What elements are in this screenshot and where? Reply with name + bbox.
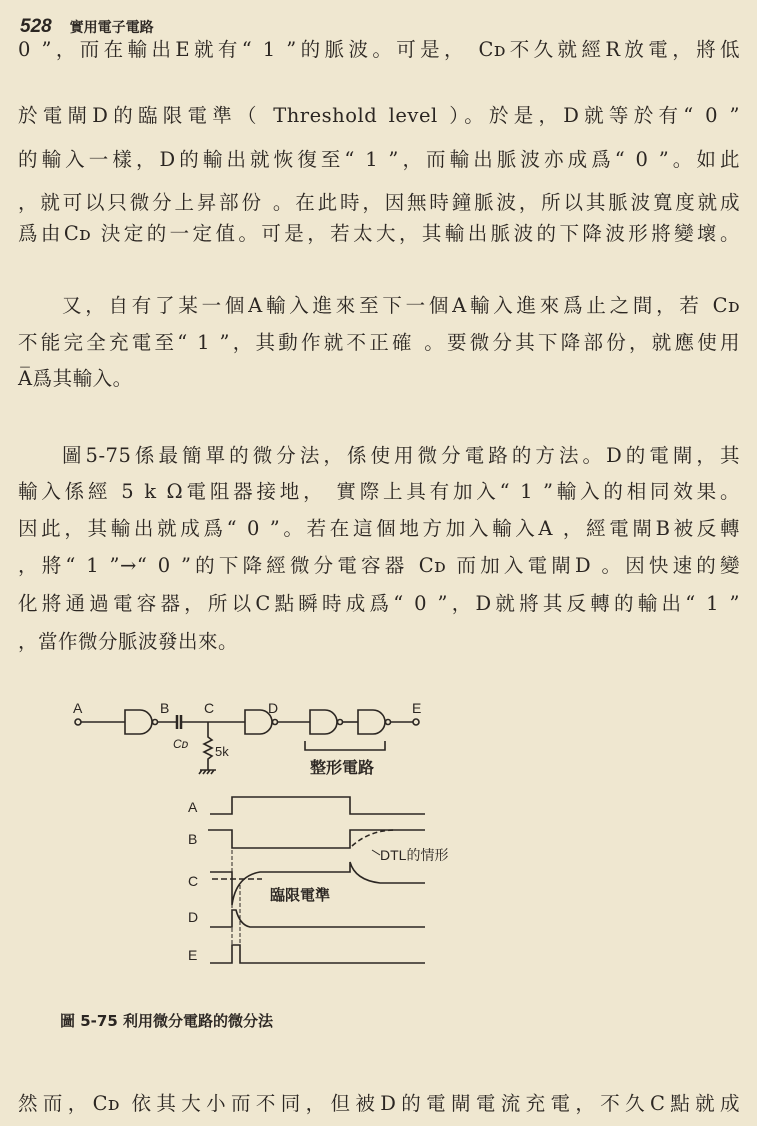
text-line: 爲由Cᴅ 決定的一定值。可是，若太大，其輸出脈波的下降波形將變壞。 [18, 222, 740, 245]
shaping-circuit-label: 整形電路 [310, 760, 375, 777]
node-label-c: C [204, 700, 215, 716]
text-line: ，就可以只微分上昇部份 。在此時，因無時鐘脈波，所以其脈波寬度就成 [18, 191, 740, 214]
dtl-label: DTL的情形 [380, 847, 449, 863]
waveform-b [208, 830, 425, 848]
threshold-label: 臨限電準 [270, 887, 331, 904]
text-line: 然而，Cᴅ 依其大小而不同，但被D的電閘電流充電，不久C點就成 [18, 1092, 740, 1115]
node-label-b: B [160, 700, 170, 716]
node-label-a: A [73, 700, 83, 716]
waveform-d [210, 910, 425, 927]
text-line: ，將“ 1 ”→“ 0 ”的下降經微分電容器 Cᴅ 而加入電閘D 。因快速的變 [18, 554, 740, 577]
nand-gate-b [125, 710, 152, 734]
timing-label-a: A [188, 799, 198, 815]
waveform-a [210, 797, 425, 814]
timing-label-e: E [188, 947, 198, 963]
text-line: 圖5-75係最簡單的微分法，係使用微分電路的方法。D的電閘，其 [62, 444, 740, 467]
text-line: 的輸入一樣，D的輸出就恢復至“ 1 ”，而輸出脈波亦成爲“ 0 ”。如此 [18, 148, 740, 171]
nand-gate-shaper-1 [310, 710, 337, 734]
text-line: 0 ”，而在輸出E就有“ 1 ”的脈波。可是， Cᴅ不久就經R放電，將低 [18, 38, 740, 61]
timing-label-d: D [188, 909, 199, 925]
waveform-e [210, 945, 425, 963]
capacitor-label: Cᴅ [173, 737, 189, 751]
resistor-5k [204, 722, 212, 770]
circuit-diagram [73, 700, 421, 777]
node-label-e: E [412, 700, 422, 716]
figure-caption: 圖 5-75 利用微分電路的微分法 [60, 1012, 273, 1030]
nand-gate-shaper-2 [358, 710, 385, 734]
text-line: 又，自有了某一個A輸入進來至下一個A輸入進來爲止之間，若 Cᴅ [62, 294, 740, 317]
resistor-label: 5k [215, 744, 229, 759]
text-line: 輸入係經 5 k Ω電阻器接地， 實際上具有加入“ 1 ”輸入的相同效果。 [18, 480, 740, 503]
text-line: 不能完全充電至“ 1 ”，其動作就不正確 。要微分其下降部份，就應使用 [18, 331, 740, 354]
text-line: 於電閘D的臨限電準（ Threshold level ）。於是，D就等於有“ 0 ” [18, 104, 740, 127]
book-title: 實用電子電路 [69, 20, 154, 36]
waveform-b-dtl [352, 830, 395, 846]
timing-diagram [188, 797, 448, 963]
shaper-bracket [305, 741, 385, 750]
text-line: A̅爲其輸入。 [18, 367, 133, 390]
timing-label-b: B [188, 831, 198, 847]
timing-label-c: C [188, 873, 199, 889]
ground-icon [199, 770, 216, 774]
text-line: 化將通過電容器，所以C點瞬時成爲“ 0 ”，D就將其反轉的輸出“ 1 ” [18, 592, 740, 615]
node-label-d: D [268, 700, 279, 716]
page-number: 528 [20, 16, 52, 37]
text-line: 因此，其輸出就成爲“ 0 ”。若在這個地方加入輸入A ，經電閘B被反轉 [18, 517, 740, 540]
text-line: ，當作微分脈波發出來。 [18, 630, 239, 653]
